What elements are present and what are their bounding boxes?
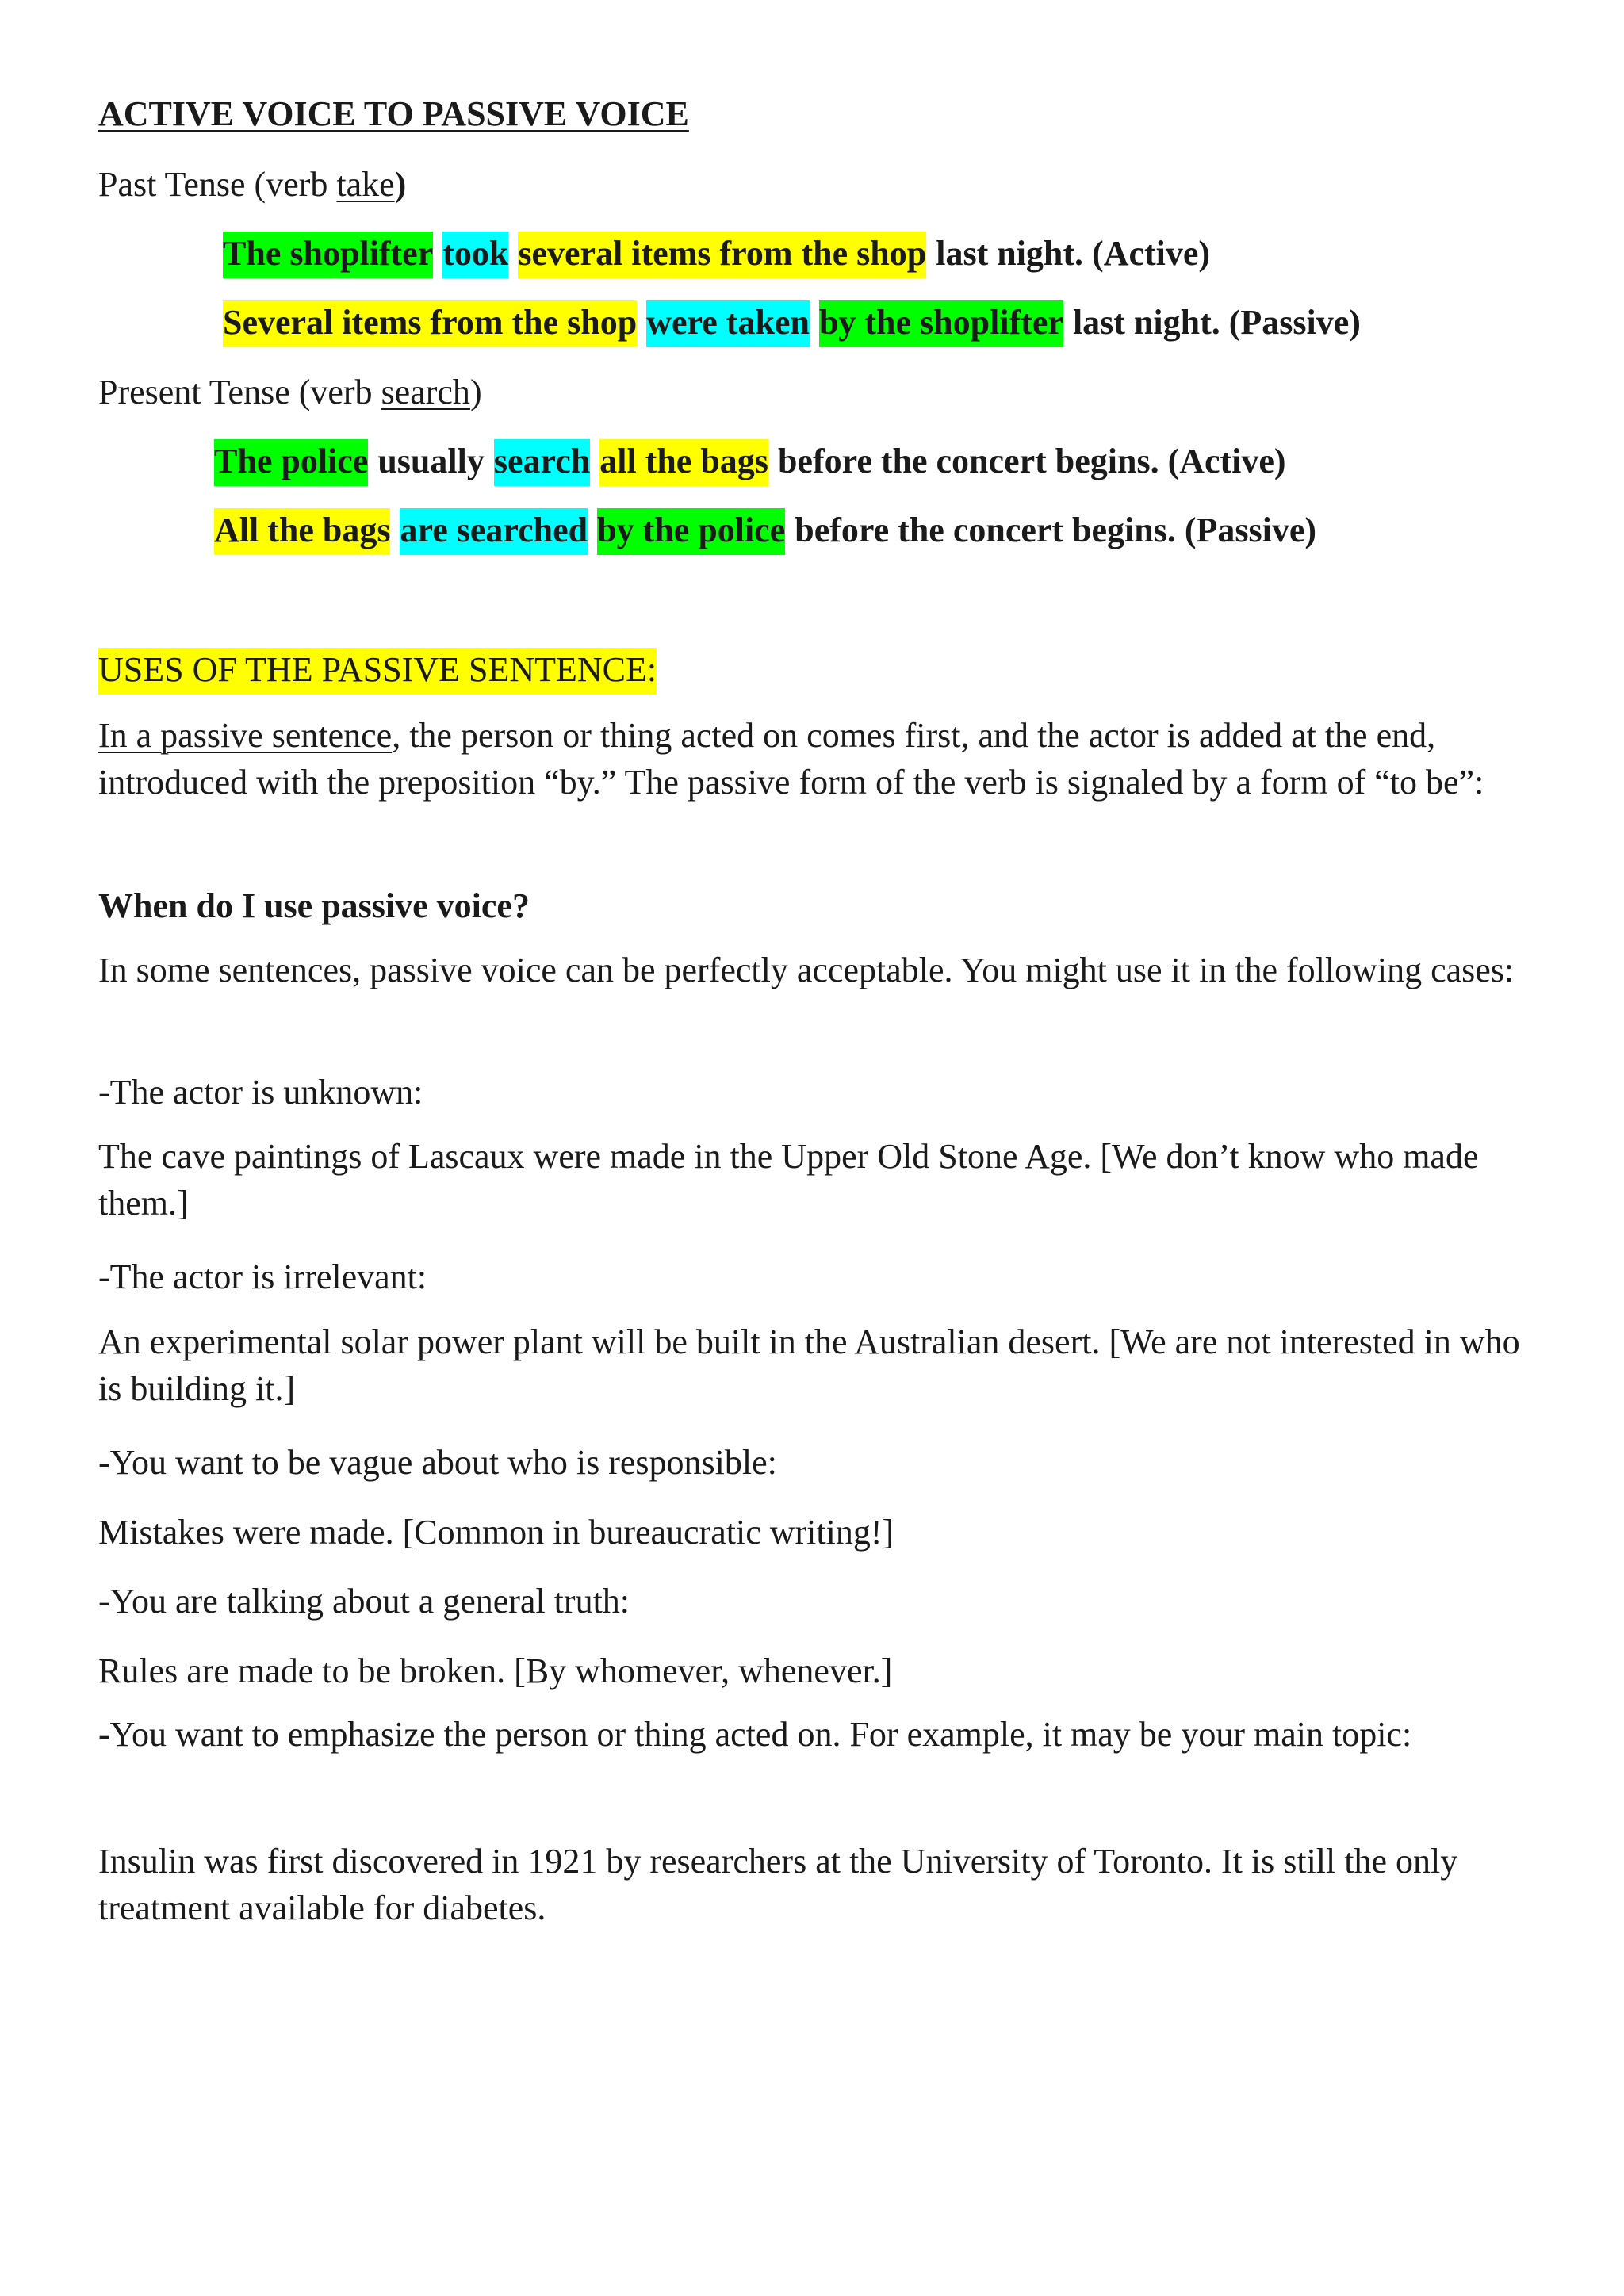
past-tense-label-pre: Past Tense (verb <box>98 165 337 204</box>
passive-definition-text: , the person or thing acted on comes first, and the actor is added at the end, introduced with the preposition “by.” The passive form of the verb is signaled by a form of “to be”: <box>98 716 1484 802</box>
past-active-object: several items from the shop <box>518 232 926 278</box>
present-active-subject: The police <box>214 439 368 486</box>
past-active-rest: last night. (Active) <box>936 234 1211 273</box>
passive-sentence-term: In a passive sentence <box>98 716 393 755</box>
present-active-object: all the bags <box>599 439 768 486</box>
present-passive-agent: by the police <box>597 508 785 555</box>
past-passive-sentence <box>223 305 1361 340</box>
present-tense-label-post: ) <box>469 373 482 411</box>
present-passive-verb: are searched <box>400 508 588 555</box>
case-example: Rules are made to be broken. [By whomever, whenever.] <box>98 1651 893 1690</box>
usage-lead-paragraph: In some sentences, passive voice can be perfectly acceptable. You might use it in the following cases: <box>98 951 1515 989</box>
case-label: -The actor is irrelevant: <box>98 1257 427 1296</box>
past-active-subject: The shoplifter <box>223 232 433 278</box>
uses-heading <box>98 652 657 687</box>
present-active-verb: search <box>494 439 590 486</box>
present-tense-verb: search <box>381 373 470 411</box>
case-example: The cave paintings of Lascaux were made in the Upper Old Stone Age. [We don’t know who made them.] <box>98 1137 1479 1223</box>
case-label: -The actor is unknown: <box>98 1073 423 1112</box>
case-label: -You want to emphasize the person or thing acted on. For example, it may be your main topic: <box>98 1715 1412 1754</box>
present-passive-rest: before the concert begins. (Passive) <box>795 511 1317 549</box>
case-label: -You are talking about a general truth: <box>98 1582 630 1621</box>
present-passive-subject: All the bags <box>214 508 390 555</box>
past-passive-subject: Several items from the shop <box>223 300 637 347</box>
present-active-adverb: usually <box>377 442 485 480</box>
past-active-sentence <box>223 236 1210 271</box>
past-tense-label-post: ) <box>394 165 407 204</box>
present-active-sentence <box>214 444 1286 479</box>
passive-voice-question: When do I use passive voice? <box>98 886 530 925</box>
case-example: An experimental solar power plant will be built in the Australian desert. [We are not interested in who is building it.] <box>98 1322 1520 1408</box>
past-passive-agent: by the shoplifter <box>819 300 1063 347</box>
past-passive-verb: were taken <box>646 300 810 347</box>
passive-definition-paragraph <box>98 712 1542 806</box>
uses-heading-text: USES OF THE PASSIVE SENTENCE: <box>98 648 657 695</box>
past-tense-verb: take <box>336 165 395 204</box>
present-active-rest: before the concert begins. (Active) <box>777 442 1286 480</box>
present-tense-label-pre: Present Tense (verb <box>98 373 381 411</box>
present-passive-sentence <box>214 513 1316 548</box>
present-tense-label <box>98 375 482 410</box>
case-example: Insulin was first discovered in 1921 by researchers at the University of Toronto. It is still the only treatment available for diabetes. <box>98 1842 1458 1927</box>
case-label: -You want to be vague about who is responsible: <box>98 1443 777 1482</box>
past-active-verb: took <box>442 232 508 278</box>
past-tense-label <box>98 167 406 202</box>
past-passive-rest: last night. (Passive) <box>1072 303 1361 342</box>
case-example: Mistakes were made. [Common in bureaucratic writing!] <box>98 1513 894 1552</box>
page-title: ACTIVE VOICE TO PASSIVE VOICE <box>98 94 689 133</box>
